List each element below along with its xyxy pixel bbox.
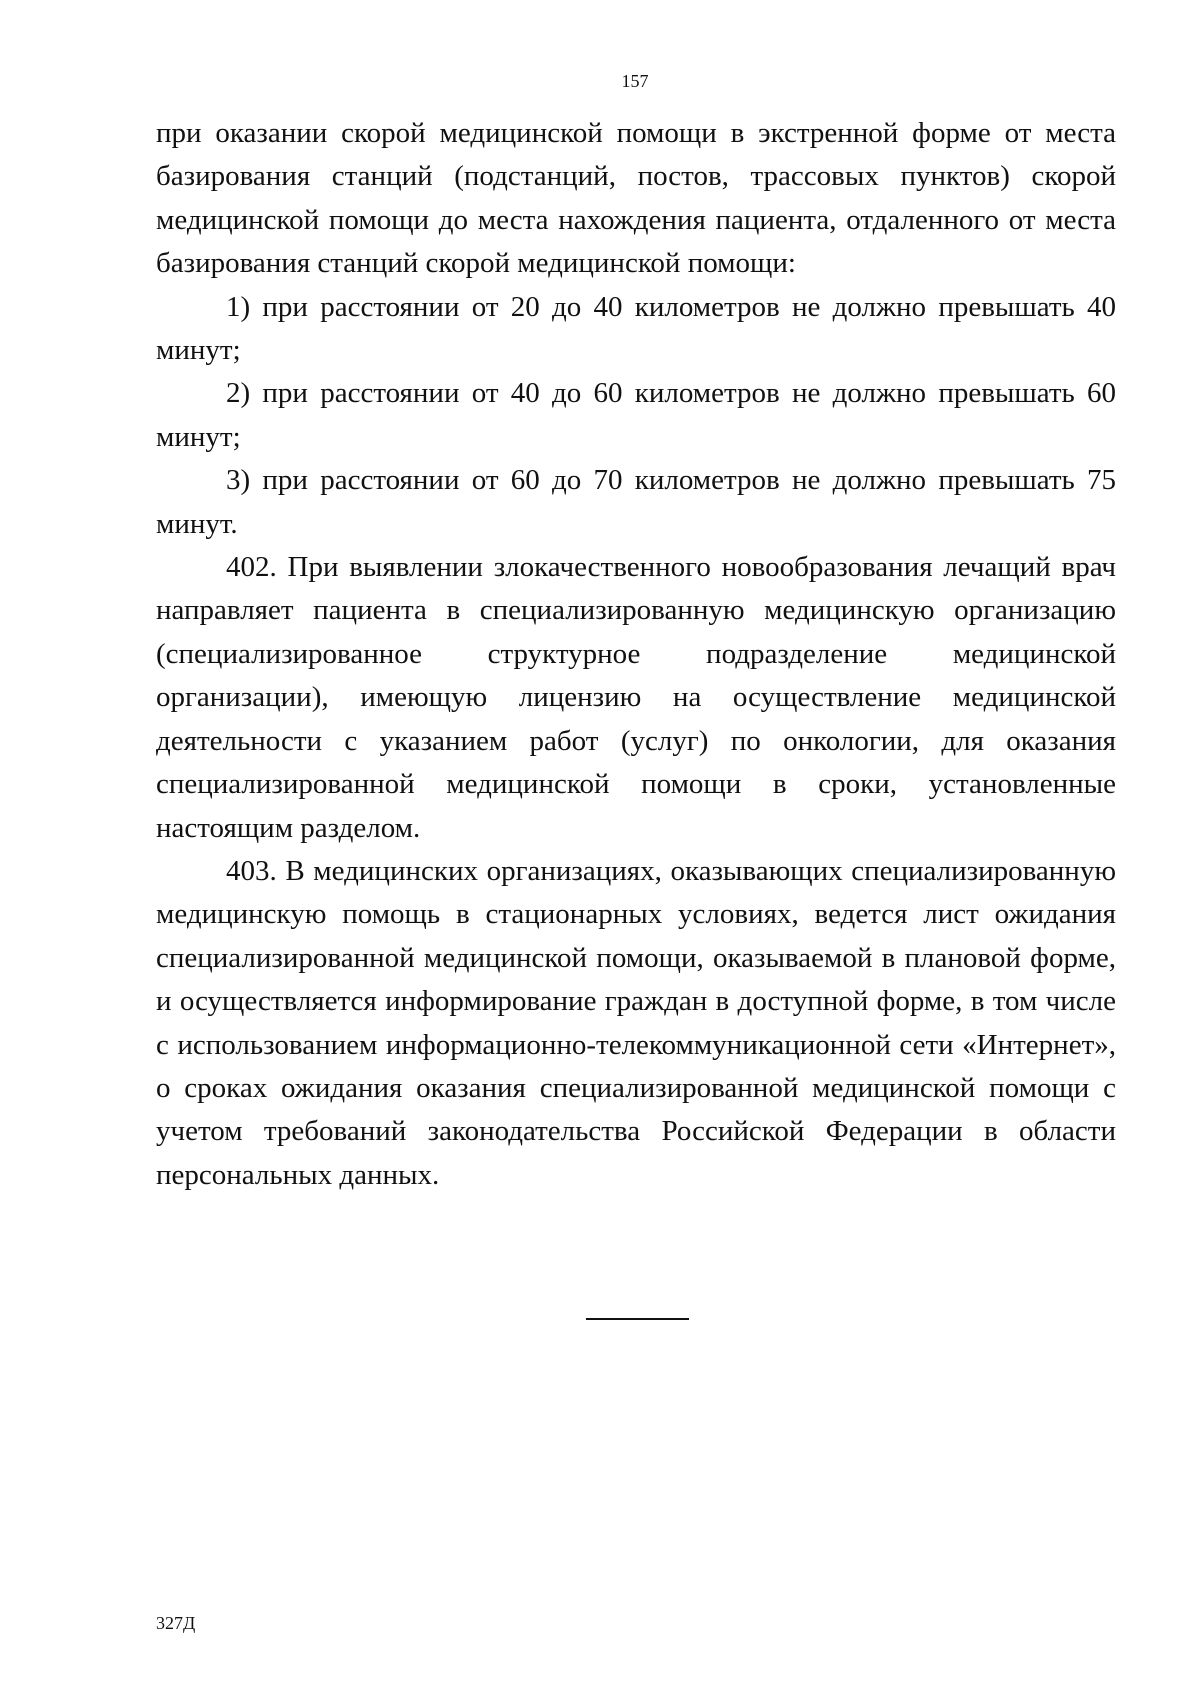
footer-document-code: 327Д: [156, 1613, 196, 1633]
page-number: 157: [621, 71, 649, 91]
paragraph-item-2: 2) при расстоянии от 40 до 60 километров не должно превышать 60 минут;: [156, 377, 1116, 453]
end-divider: [586, 1318, 689, 1320]
paragraph-item-1: 1) при расстоянии от 20 до 40 километров не должно превышать 40 минут;: [156, 290, 1116, 367]
paragraph-item-3: 3) при расстоянии от 60 до 70 километров не должно превышать 75 минут.: [156, 464, 1116, 540]
paragraph-402: 402. При выявлении злокачественного новообразования лечащий врач направляет пациента в специализированную медицинскую организацию (специализированное структурное подразделение медицинской организации), имеющую лицензию на осуществление медицинской деятельности с указанием работ (услуг) по онкологии, для оказания специализированной медицинской помощи в сроки, установленные настоящим разделом.: [156, 551, 1116, 844]
paragraph-intro: при оказании скорой медицинской помощи в экстренной форме от места базирования станций (подстанций, постов, трассовых пунктов) скорой медицинской помощи до места нахождения пациента, отдаленного от места базирования станций скорой медицинской помощи:: [156, 117, 1116, 280]
paragraph-403: 403. В медицинских организациях, оказывающих специализированную медицинскую помощь в стационарных условиях, ведется лист ожидания специализированной медицинской помощи, оказываемой в плановой форме, и осуществляется информирование граждан в доступной форме, в том числе с использованием информационно-телекоммуникационной сети «Интернет», о сроках ожидания оказания специализированной медицинской помощи с учетом требований законодательства Российской Федерации в области персональных данных.: [156, 854, 1116, 1191]
document-body: [156, 112, 1116, 1197]
